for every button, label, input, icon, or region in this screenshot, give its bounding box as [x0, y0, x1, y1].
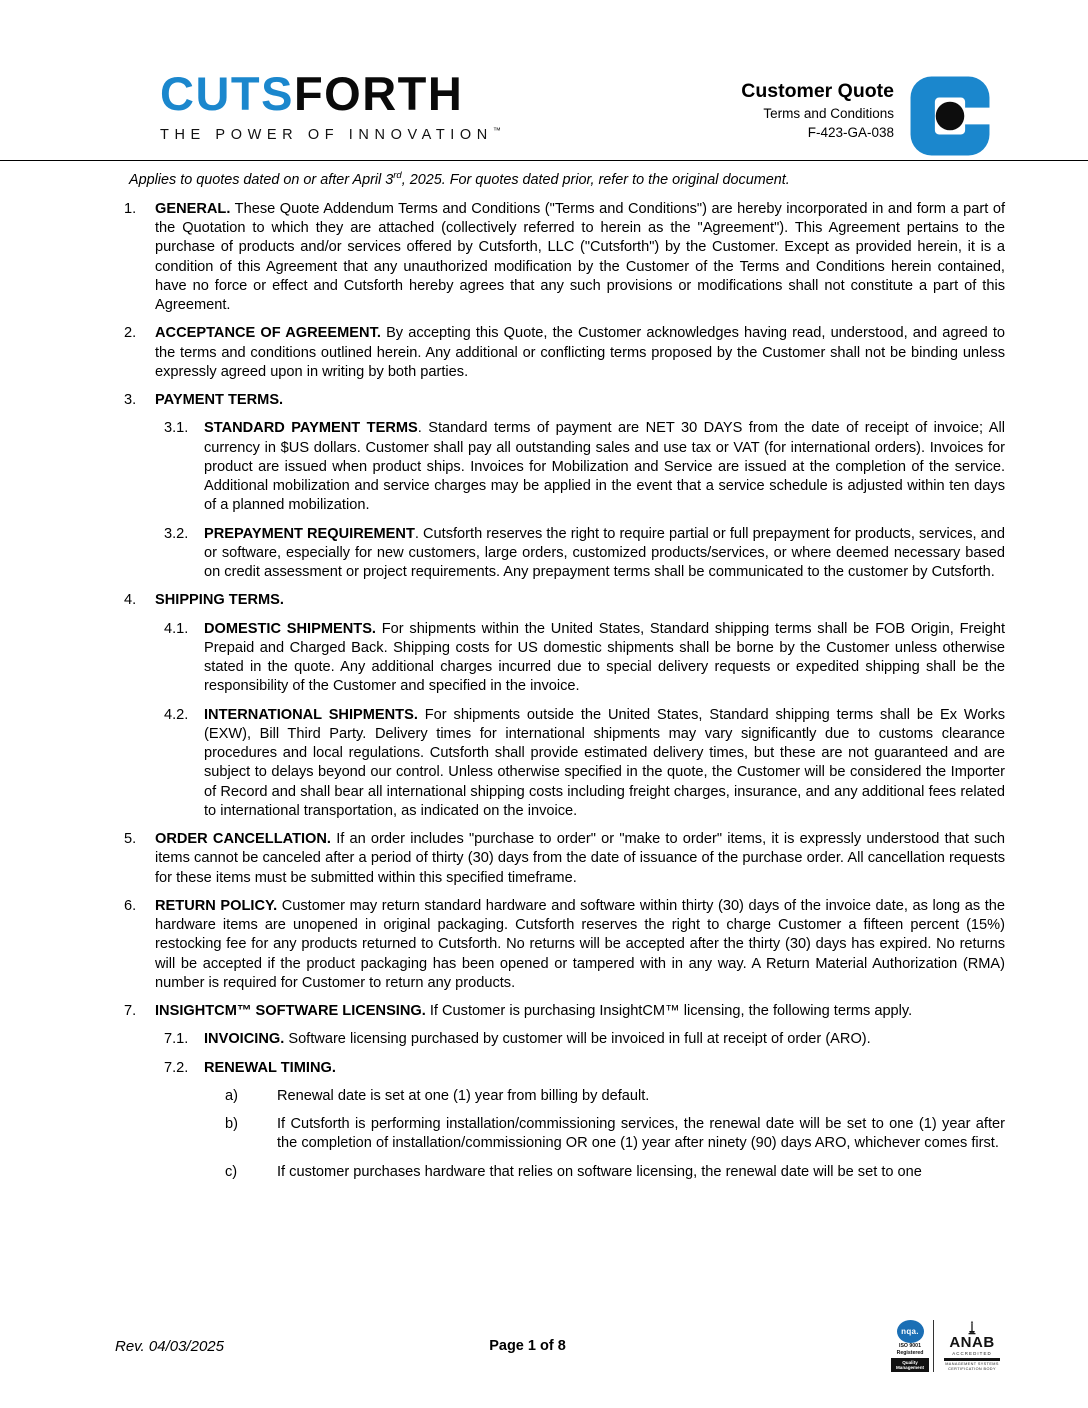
- subsection-number: 3.2.: [164, 525, 189, 542]
- section-item: [115, 324, 1005, 382]
- lettered-item: [225, 1087, 1005, 1106]
- subsection-label: DOMESTIC SHIPMENTS.: [204, 620, 376, 637]
- logo-wordmark: [160, 67, 501, 120]
- subsection-text: For shipments within the United States, Standard shipping terms shall be FOB Origin, Freight Prepaid and Charged Back. Shipping costs for US domestic shipments shall be borne by the Customer unless otherwise stated in the quote. Any additional charges incurred due to special delivery requests or expedited shipping shall be the responsibility of the Customer and specified in the invoice.: [204, 620, 1005, 695]
- section-number: 1.: [124, 200, 137, 217]
- cutsforth-logo: [160, 67, 501, 143]
- subsection-text: Software licensing purchased by customer will be invoiced in full at receipt of order (ARO).: [284, 1031, 871, 1048]
- section-label: RETURN POLICY.: [155, 897, 278, 914]
- section-label: PAYMENT TERMS.: [155, 392, 284, 409]
- subsection-number: 7.1.: [164, 1031, 189, 1048]
- section-text: These Quote Addendum Terms and Conditions ("Terms and Conditions") are hereby incorporated in and form a part of the Quotation to which they are attached (collectively referred to herein as the "Agreement"). This Agreement pertains to the purchase of products and/or services offered by Cutsforth, LLC ("Cutsforth") by the Customer. Except as provided herein, it is a condition of this Agreement that any unauthorized modification by the Customer of the Terms and Conditions herein contained, have no force or effect and Cutsforth hereby agrees that any such provisions or modifications shall not constitute a part of this Agreement.: [155, 200, 1005, 314]
- trademark-symbol: ™: [492, 126, 501, 135]
- section-text: By accepting this Quote, the Customer acknowledges having read, understood, and agreed to the terms and conditions outlined herein. Any additional or conflicting terms proposed by the Customer shall not be binding unless expressly agreed upon in writing by both parties.: [155, 325, 1005, 380]
- section-text: If Customer is purchasing InsightCM™ licensing, the following terms apply.: [425, 1003, 913, 1020]
- section-item: [115, 830, 1005, 888]
- section-item: [115, 391, 1005, 410]
- lettered-item: [225, 1163, 1005, 1182]
- notice-prefix: Applies to quotes dated on or after April 3: [129, 171, 394, 188]
- section-label: SHIPPING TERMS.: [155, 592, 284, 609]
- subsection-item: [164, 419, 1005, 515]
- subsection-item: [164, 525, 1005, 583]
- nqa-quality-strip: Quality Management: [891, 1358, 929, 1372]
- anab-accredited-label: ACCREDITED: [952, 1350, 992, 1356]
- section-item: [115, 200, 1005, 316]
- subsection-number: 7.2.: [164, 1059, 189, 1076]
- subsection-text: . Cutsforth reserves the right to require partial or full prepayment for products, services, and or software, especially for new customers, large orders, customized products/services, or where deemed necessary based on credit assessment or project requirements. Any prepayment terms shall be communicated to the customer by Cutsforth.: [204, 525, 1005, 581]
- subsection-text: . Standard terms of payment are NET 30 DAYS from the date of receipt of invoice; All currency in $US dollars. Customer shall pay all outstanding sales and use tax or VAT (for international orders). Invoices for product are issued when product ships. Invoices for Mobilization and Service are issued at the completion of the service. Additional mobilization and service charges may be applied in the event that a service schedule is adjusted within ten days of a planned mobilization.: [204, 420, 1005, 514]
- section-body: [155, 591, 1005, 610]
- document-body: [0, 161, 1088, 1182]
- document-code: F-423-GA-038: [807, 124, 894, 140]
- document-footer: [0, 1320, 1088, 1372]
- lettered-item-marker: c): [225, 1163, 238, 1180]
- subsection-number: 4.2.: [164, 706, 189, 723]
- section-number: 2.: [124, 325, 137, 342]
- logo-word-cuts: CUTS: [160, 67, 294, 120]
- section-number: 6.: [124, 897, 137, 914]
- notice-ordinal: rd: [393, 170, 402, 181]
- lettered-item: [225, 1115, 1005, 1154]
- revision-date: Rev. 04/03/2025: [115, 1337, 224, 1355]
- logo-tagline-text: THE POWER OF INNOVATION: [160, 126, 493, 143]
- document-header: [0, 0, 1088, 160]
- nqa-certification-icon: [891, 1320, 929, 1372]
- section-number: 3.: [124, 392, 137, 409]
- subsection-label: RENEWAL TIMING.: [204, 1059, 336, 1076]
- section-label: INSIGHTCM™ SOFTWARE LICENSING.: [155, 1003, 426, 1020]
- subsection-item: [164, 620, 1005, 697]
- subsection-text: For shipments outside the United States, Standard shipping terms shall be Ex Works (EXW), Bill Third Party. Delivery times for international shipments may vary significantly due to customs clearance procedures and local regulations. Cutsforth shall provide estimated delivery times, but these are not guaranteed and are subject to delays beyond our control. Unless otherwise specified in the quote, the Customer will be considered the Importer of Record and shall bear all international shipping costs including freight charges, insurance, and any additional fees related to international transportation, as indicated on the invoice.: [204, 706, 1005, 819]
- lettered-item-text: If Cutsforth is performing installation/commissioning services, the renewal date will be set to one (1) year after the completion of installation/commissioning OR one (1) year after ninety (90) days ARO, whichever comes first.: [277, 1116, 1005, 1152]
- page-number: Page 1 of 8: [489, 1338, 566, 1354]
- section-label: ACCEPTANCE OF AGREEMENT.: [155, 325, 381, 342]
- nqa-registered-label: Registered: [896, 1350, 924, 1357]
- page-subtitle: Terms and Conditions: [763, 106, 894, 122]
- header-title-group: [741, 74, 894, 142]
- applicability-notice: [129, 170, 1005, 190]
- section-number: 4.: [124, 592, 137, 609]
- subsection-item: [164, 1059, 1005, 1078]
- header-right-block: [741, 74, 992, 158]
- section-item: [115, 1002, 1005, 1021]
- section-text: If an order includes "purchase to order" or "make to order" items, it is expressly understood that such items cannot be canceled after a period of thirty (30) days from the date of issuance of the purchase order. All cancellation requests for these items must be submitted within this specified timeframe.: [155, 831, 1005, 886]
- notice-suffix: , 2025. For quotes dated prior, refer to the original document.: [401, 171, 790, 188]
- subsection-number: 3.1.: [164, 420, 189, 437]
- subsection-item: [164, 706, 1005, 822]
- section-body: [155, 324, 1005, 382]
- section-number: 7.: [124, 1003, 137, 1020]
- subsection-body: [204, 1059, 1005, 1078]
- subsection-label: INTERNATIONAL SHIPMENTS.: [204, 706, 418, 723]
- section-item: [115, 591, 1005, 610]
- anab-wordmark: ANAB: [949, 1333, 995, 1351]
- section-item: [115, 897, 1005, 993]
- section-body: [155, 1002, 1005, 1021]
- section-text: Customer may return standard hardware and software within thirty (30) days of the invoice date, as long as the hardware items are unopened in original packaging. Cutsforth reserves the right to charge Customer a fifteen percent (15%) restocking fee for any products returned to Cutsforth. No returns will be accepted after the thirty (30) days has expired. No returns will be accepted if the product packaging has been opened or tampered with in any way. A Return Material Authorization (RMA) number is required for Customer to return any products.: [155, 897, 1006, 991]
- section-number: 5.: [124, 831, 137, 848]
- cutsforth-c-mark-icon: [908, 74, 992, 158]
- nqa-iso-standard: ISO 9001: [899, 1343, 921, 1350]
- anab-scope-label: MANAGEMENT SYSTEMS CERTIFICATION BODY: [945, 1362, 999, 1372]
- subsection-body: [204, 620, 1005, 697]
- nqa-logo-circle: nqa.: [897, 1320, 924, 1343]
- subsection-body: [204, 525, 1005, 583]
- subsection-item: [164, 1030, 1005, 1049]
- section-body: [155, 391, 1005, 410]
- logo-word-forth: FORTH: [293, 67, 464, 120]
- lettered-item-text: If customer purchases hardware that relies on software licensing, the renewal date will be set to one: [277, 1163, 922, 1180]
- lettered-item-marker: a): [225, 1087, 238, 1104]
- logo-tagline: [160, 126, 501, 143]
- section-label: ORDER CANCELLATION.: [155, 831, 331, 848]
- subsection-label: PREPAYMENT REQUIREMENT: [204, 525, 415, 542]
- section-body: [155, 200, 1005, 316]
- subsection-label: STANDARD PAYMENT TERMS: [204, 420, 418, 437]
- subsection-label: INVOICING.: [204, 1031, 285, 1048]
- subsection-body: [204, 1030, 1005, 1049]
- certification-badges: [891, 1320, 1005, 1372]
- lettered-item-marker: b): [225, 1116, 238, 1133]
- anab-divider-bar: [944, 1358, 1000, 1361]
- section-label: GENERAL.: [155, 200, 231, 217]
- page-title: Customer Quote: [741, 80, 894, 102]
- section-body: [155, 897, 1005, 993]
- lettered-item-text: Renewal date is set at one (1) year from billing by default.: [277, 1087, 650, 1104]
- anab-accreditation-icon: [933, 1320, 1005, 1372]
- subsection-body: [204, 706, 1005, 822]
- section-body: [155, 830, 1005, 888]
- subsection-body: [204, 419, 1005, 515]
- subsection-number: 4.1.: [164, 620, 189, 637]
